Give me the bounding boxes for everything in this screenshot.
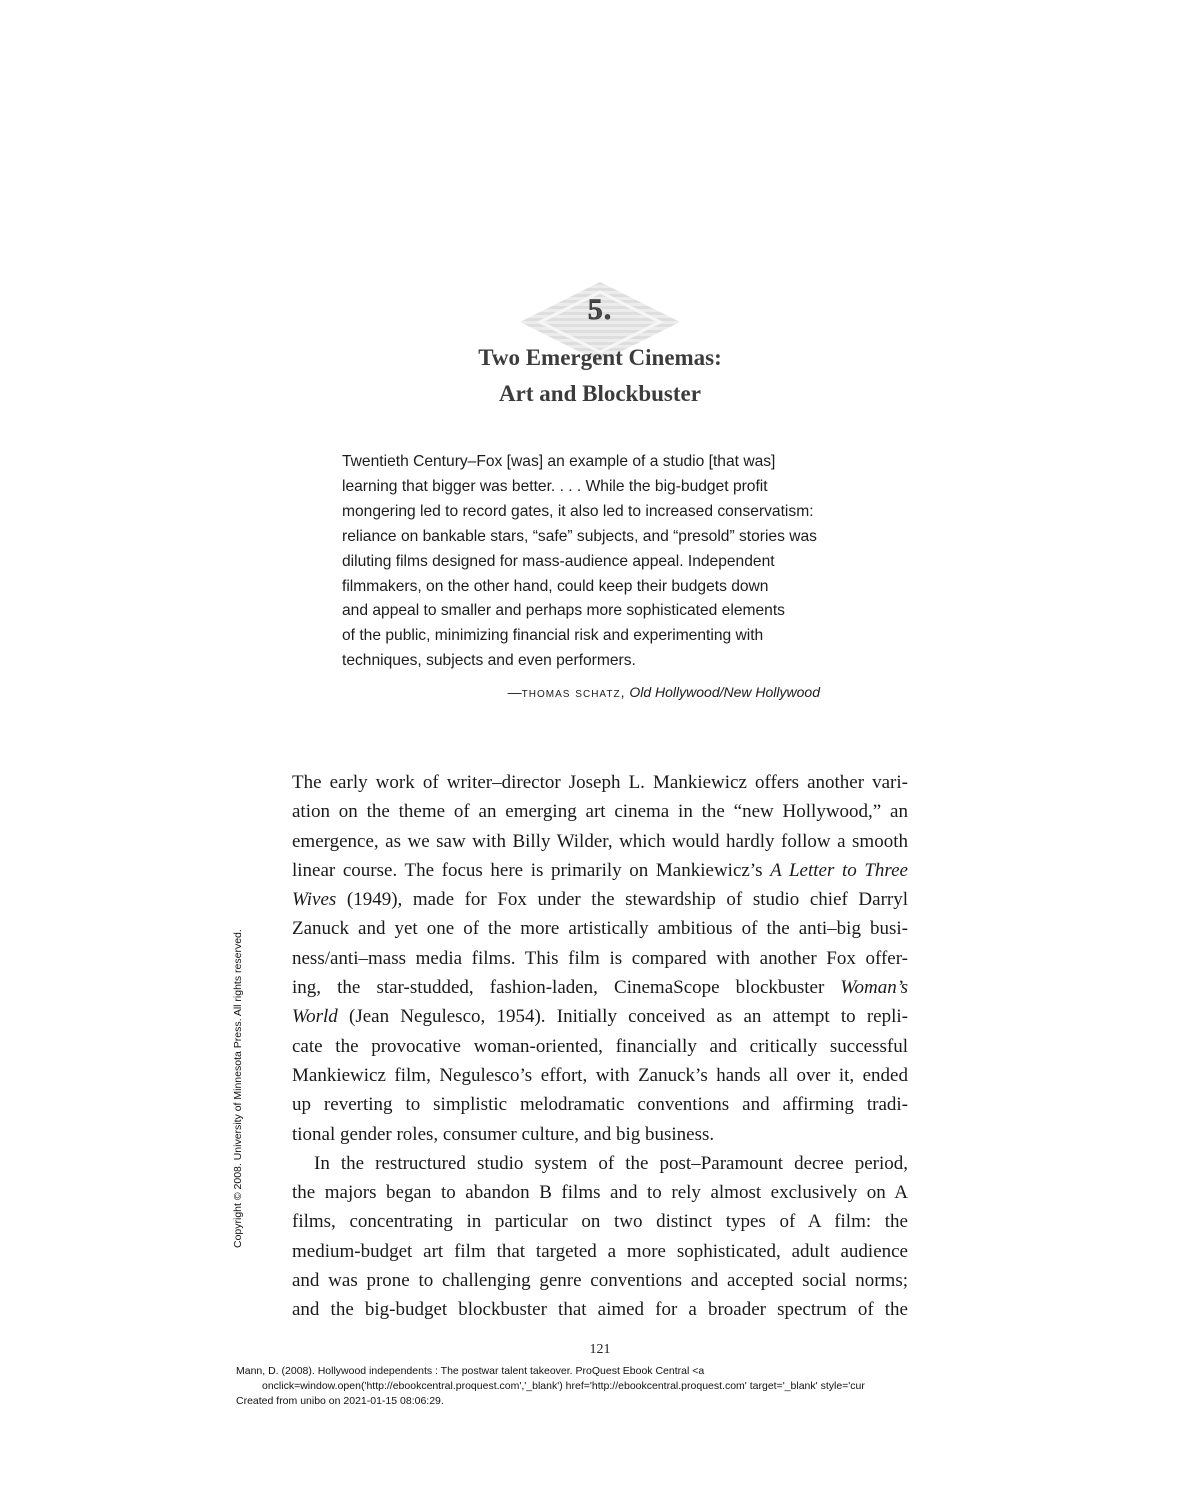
body-line: films, concentrating in particular on two distinct types of A film: the <box>292 1211 908 1233</box>
body-text <box>292 768 908 1325</box>
epigraph-line: diluting films designed for mass-audience appeal. Independent <box>342 552 775 570</box>
body-text-run: (1949), made for Fox under the stewardship of studio chief Darryl <box>336 889 908 911</box>
body-text-run: (Jean Negulesco, 1954). Initially conceived as an attempt to repli- <box>337 1006 908 1028</box>
chapter-title <box>0 340 1200 412</box>
body-line: and the big-budget blockbuster that aimed for a broader spectrum of the <box>292 1299 908 1321</box>
body-line: emergence, as we saw with Billy Wilder, which would hardly follow a smooth <box>292 830 908 852</box>
body-line: the majors began to abandon B films and to rely almost exclusively on A <box>292 1182 908 1204</box>
body-line: The early work of writer–director Joseph L. Mankiewicz offers another vari- <box>292 772 908 793</box>
body-text-run: ing, the star-studded, fashion-laden, CinemaScope blockbuster <box>292 977 841 999</box>
epigraph-attribution <box>342 684 820 700</box>
body-line: ness/anti–mass media films. This film is compared with another Fox offer- <box>292 947 908 969</box>
attribution-author: thomas schatz, <box>521 684 626 700</box>
citation-footer <box>236 1364 988 1409</box>
body-line: ation on the theme of an emerging art cinema in the “new Hollywood,” an <box>292 801 908 823</box>
body-line: cate the provocative woman-oriented, financially and critically successful <box>292 1035 908 1057</box>
body-line: Zanuck and yet one of the more artistically ambitious of the anti–big busi- <box>292 918 908 940</box>
page-number: 121 <box>589 1342 611 1357</box>
chapter-title-line-2: Art and Blockbuster <box>499 381 701 406</box>
body-line: medium-budget art film that targeted a more sophisticated, adult audience <box>292 1240 908 1262</box>
body-line: In the restructured studio system of the post–Paramount decree period, <box>314 1152 908 1174</box>
citation-line: Mann, D. (2008). Hollywood independents : The postwar talent takeover. ProQuest Ebook Central <a <box>236 1365 705 1377</box>
film-title-womans-world: Woman’s <box>840 977 908 999</box>
film-title-letter-to-three-wives-cont: Wives <box>292 889 337 911</box>
epigraph-line: filmmakers, on the other hand, could keep their budgets down <box>342 577 769 595</box>
body-line <box>292 856 908 885</box>
epigraph-line: mongering led to record gates, it also led to increased conservatism: <box>342 502 814 520</box>
epigraph-line: learning that bigger was better. . . . While the big-budget profit <box>342 477 768 495</box>
epigraph-line: Twentieth Century–Fox [was] an example of a studio [that was] <box>342 453 776 470</box>
chapter-number: 5. <box>587 293 613 326</box>
chapter-title-line-1: Two Emergent Cinemas: <box>478 345 722 370</box>
epigraph <box>342 450 882 674</box>
body-line <box>292 885 908 914</box>
epigraph-line: of the public, minimizing financial risk and experimenting with <box>342 627 764 645</box>
copyright-notice: Copyright © 2008. University of Minnesota Press. All rights reserved. <box>232 929 244 1248</box>
body-line <box>292 973 908 1002</box>
body-text-run: linear course. The focus here is primarily on Mankiewicz’s <box>292 859 771 881</box>
attribution-dash: — <box>507 684 522 700</box>
attribution-work: Old Hollywood/New Hollywood <box>629 684 820 700</box>
body-line: Mankiewicz film, Negulesco’s effort, with Zanuck’s hands all over it, ended <box>292 1064 908 1086</box>
body-line: and was prone to challenging genre conventions and accepted social norms; <box>292 1270 908 1292</box>
citation-created-line: Created from unibo on 2021-01-15 08:06:29. <box>236 1395 444 1407</box>
epigraph-line: and appeal to smaller and perhaps more sophisticated elements <box>342 602 785 620</box>
epigraph-line: reliance on bankable stars, “safe” subjects, and “presold” stories was <box>342 527 817 545</box>
body-line: up reverting to simplistic melodramatic conventions and affirming tradi- <box>292 1094 908 1116</box>
film-title-letter-to-three-wives: A Letter to Three <box>770 859 908 881</box>
body-line <box>292 1002 908 1031</box>
citation-line: onclick=window.open('http://ebookcentral.proquest.com','_blank') href='http://ebookcentral.proquest.com' target='_blank' style='cur <box>262 1380 865 1392</box>
film-title-womans-world-cont: World <box>292 1006 338 1028</box>
epigraph-line: techniques, subjects and even performers. <box>342 652 636 670</box>
body-line: tional gender roles, consumer culture, and big business. <box>292 1123 715 1145</box>
